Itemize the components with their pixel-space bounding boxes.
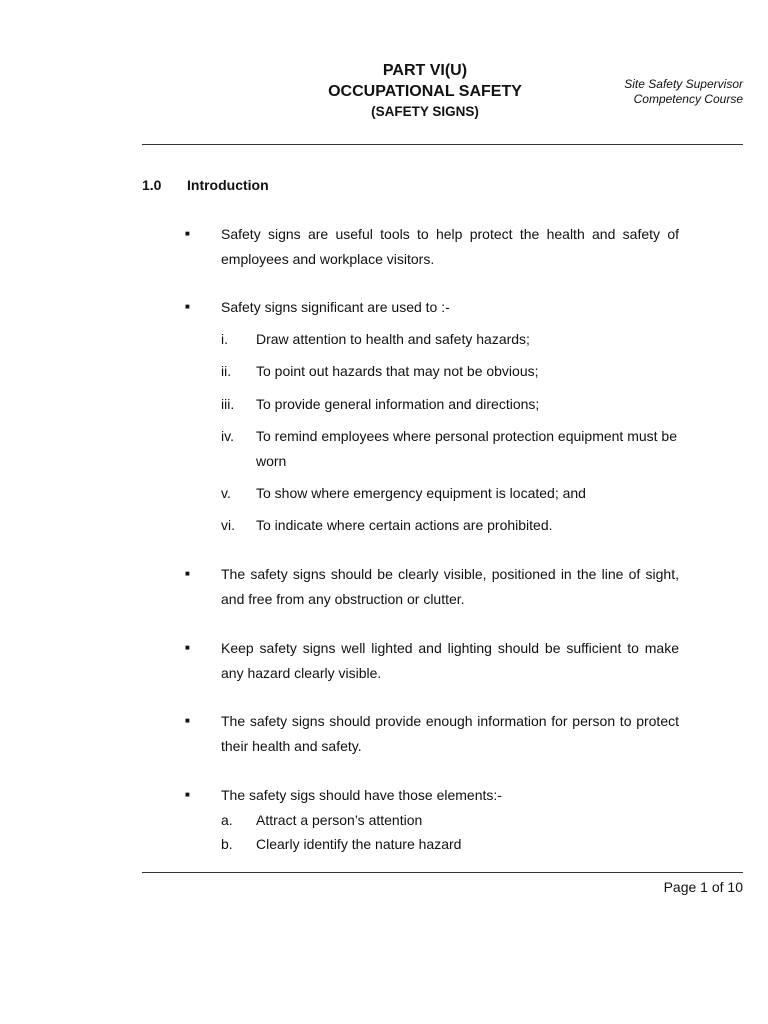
list-item-label: vi.: [221, 517, 235, 533]
bullet-icon: ■: [185, 643, 190, 652]
paragraph-6: The safety sigs should have those elements:-: [221, 787, 502, 803]
bullet-icon: ■: [185, 302, 190, 311]
paragraph-3: The safety signs should be clearly visible, positioned in the line of sight, and free from any obstruction or clutter.: [221, 566, 679, 607]
document-subtitle: (SAFETY SIGNS): [371, 104, 479, 119]
paragraph-1: Safety signs are useful tools to help protect the health and safety of employees and workplace visitors.: [221, 226, 679, 267]
list-item: To provide general information and directions;: [256, 396, 540, 412]
list-item: Clearly identify the nature hazard: [256, 836, 462, 852]
list-item-label: v.: [221, 485, 231, 501]
list-item-label: iii.: [221, 396, 235, 412]
bullet-icon: ■: [185, 569, 190, 578]
list-item: To show where emergency equipment is located; and: [256, 485, 586, 501]
paragraph-5: The safety signs should provide enough information for person to protect their health and safety.: [221, 713, 679, 754]
header-divider: [142, 144, 743, 145]
course-line-2: Competency Course: [633, 92, 743, 106]
list-item-label: iv.: [221, 428, 234, 444]
list-item: Draw attention to health and safety hazards;: [256, 331, 530, 347]
list-item: To point out hazards that may not be obvious;: [256, 363, 539, 379]
section-number: 1.0: [142, 177, 162, 193]
page-number: Page 1 of 10: [663, 879, 743, 895]
paragraph-2: Safety signs significant are used to :-: [221, 299, 450, 315]
list-item: Attract a person’s attention: [256, 812, 423, 828]
footer-divider: [142, 872, 743, 873]
list-item-label: ii.: [221, 363, 232, 379]
bullet-icon: ■: [185, 716, 190, 725]
document-title: OCCUPATIONAL SAFETY: [328, 83, 522, 100]
list-item-label: a.: [221, 812, 233, 828]
part-label: PART VI(U): [382, 62, 468, 79]
course-line-1: Site Safety Supervisor: [624, 77, 743, 91]
bullet-icon: ■: [185, 229, 190, 238]
course-name: [624, 77, 743, 107]
list-item: To remind employees where personal protection equipment must be worn: [256, 428, 678, 469]
list-item-label: b.: [221, 836, 233, 852]
list-item: To indicate where certain actions are prohibited.: [256, 517, 553, 533]
paragraph-4: Keep safety signs well lighted and lighting should be sufficient to make any hazard clearly visible.: [221, 640, 679, 681]
section-title: Introduction: [187, 177, 269, 193]
list-item-label: i.: [221, 331, 228, 347]
bullet-icon: ■: [185, 790, 190, 799]
